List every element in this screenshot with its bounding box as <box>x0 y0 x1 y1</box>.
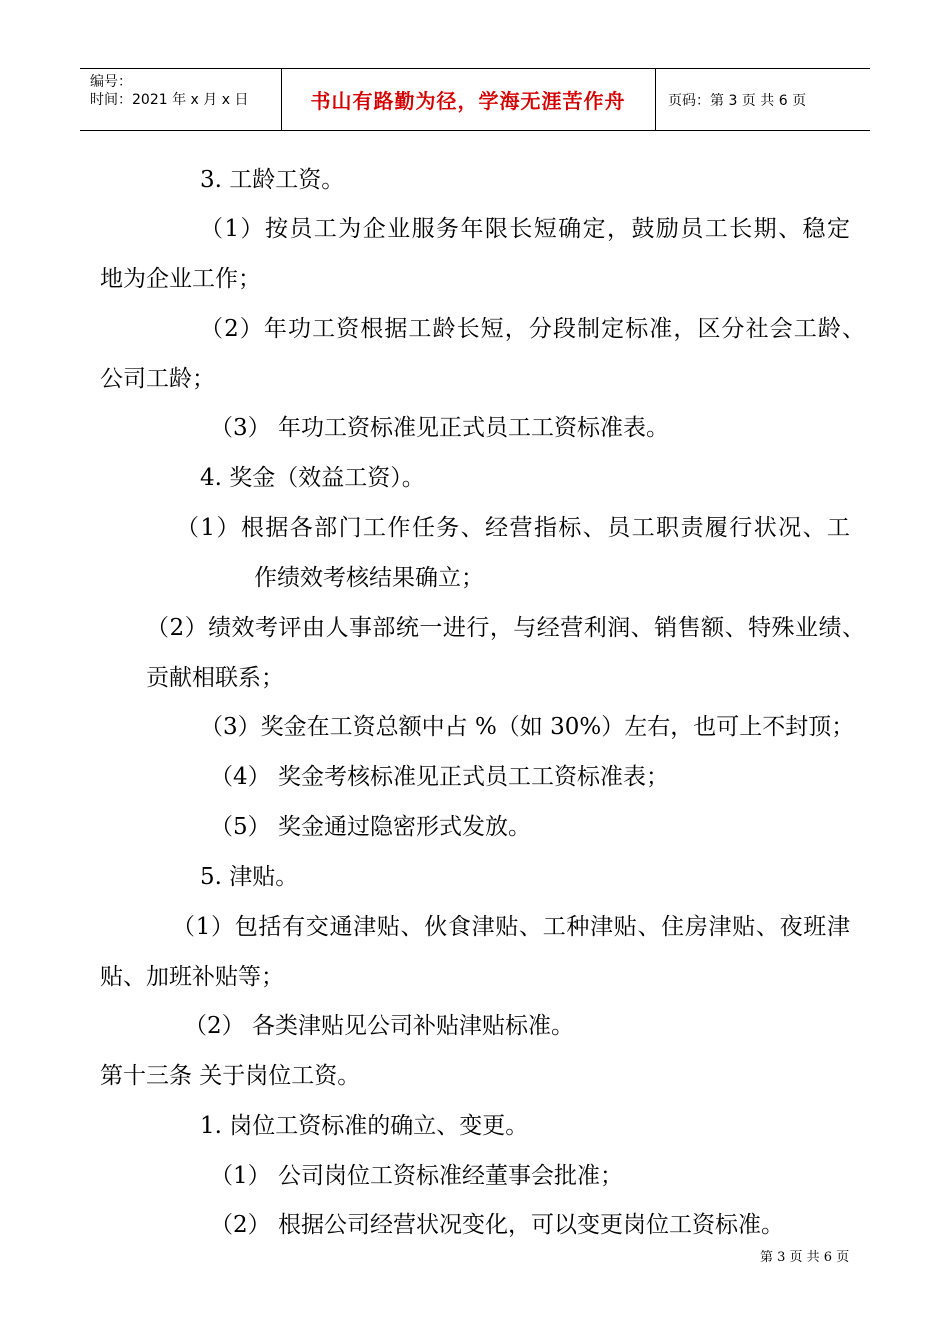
paragraph-line: （2）绩效考评由人事部统一进行，与经营利润、销售额、特殊业绩、 <box>146 615 865 641</box>
section-heading: 3. 工龄工资。 <box>200 167 345 193</box>
paragraph-line: 贡献相联系； <box>146 665 284 691</box>
paragraph-line: （3） 年功工资标准见正式员工工资标准表。 <box>210 415 669 441</box>
header-divider <box>655 69 656 130</box>
paragraph-line: （2） 各类津贴见公司补贴津贴标准。 <box>184 1013 574 1039</box>
header-motto: 书山有路勤为径，学海无涯苦作舟 <box>310 89 626 113</box>
header-page-number: 页码：第 3 页 共 6 页 <box>668 93 807 109</box>
article-heading: 第十三条 关于岗位工资。 <box>100 1063 361 1089</box>
section-heading: 4. 奖金（效益工资）。 <box>200 465 425 491</box>
paragraph-line: （1）根据各部门工作任务、经营指标、员工职责履行状况、工 <box>176 515 850 541</box>
paragraph-line: （3）奖金在工资总额中占 %（如 30%）左右，也可上不封顶； <box>200 714 855 740</box>
paragraph-line: （2）年功工资根据工龄长短，分段制定标准，区分社会工龄、 <box>200 316 865 342</box>
footer-page-number: 第 3 页 共 6 页 <box>760 1250 850 1265</box>
section-heading: 1. 岗位工资标准的确立、变更。 <box>200 1113 529 1139</box>
paragraph-line: （2） 根据公司经营状况变化，可以变更岗位工资标准。 <box>210 1212 784 1238</box>
header-meta <box>90 73 248 109</box>
page-header <box>80 68 870 131</box>
time-label: 时间：2021 年 x 月 x 日 <box>90 92 249 108</box>
paragraph-line: （4） 奖金考核标准见正式员工工资标准表； <box>210 764 669 790</box>
paragraph-line: （1）按员工为企业服务年限长短确定，鼓励员工长期、稳定 <box>200 216 850 242</box>
paragraph-line: 地为企业工作； <box>100 266 261 292</box>
paragraph-line: （1）包括有交通津贴、伙食津贴、工种津贴、住房津贴、夜班津 <box>172 914 850 940</box>
paragraph-line: （1） 公司岗位工资标准经董事会批准； <box>210 1163 623 1189</box>
paragraph-line: 作绩效考核结果确立； <box>254 565 484 591</box>
number-label: 编号： <box>90 74 132 90</box>
paragraph-line: 公司工龄； <box>100 366 215 392</box>
section-heading: 5. 津贴。 <box>200 864 299 890</box>
paragraph-line: 贴、加班补贴等； <box>100 964 284 990</box>
paragraph-line: （5） 奖金通过隐密形式发放。 <box>210 814 531 840</box>
